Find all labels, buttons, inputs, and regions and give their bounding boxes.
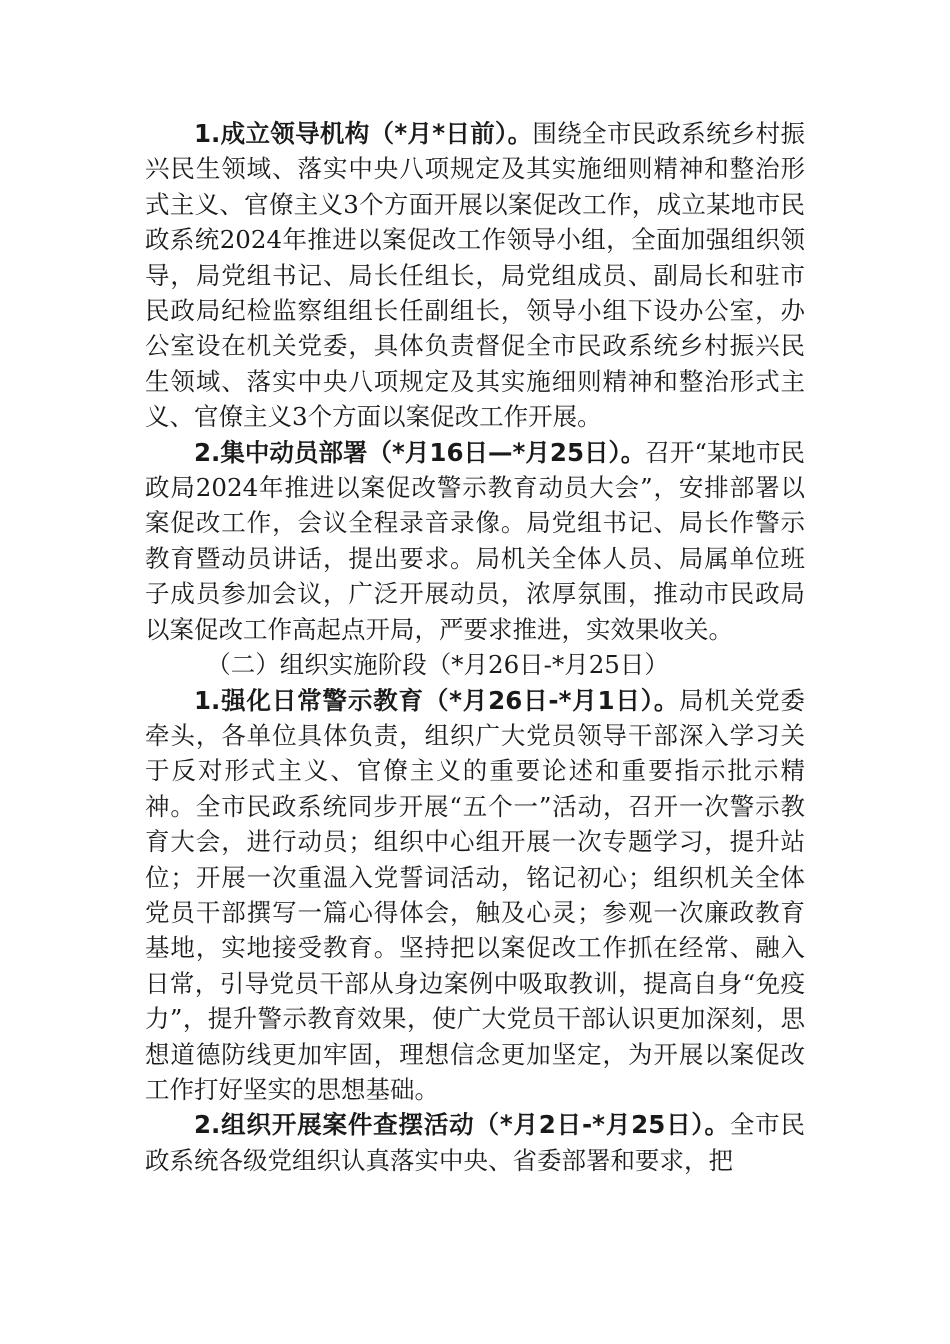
paragraph-1 — [145, 116, 805, 435]
paragraph-heading: 2.组织开展案件查摆活动（*月2日-*月25日）。 — [194, 1110, 730, 1140]
document-page — [145, 116, 805, 1178]
section-title: （二）组织实施阶段（*月26日-*月25日） — [206, 650, 669, 680]
paragraph-heading: 1.成立领导机构（*月*日前）。 — [194, 119, 533, 148]
paragraph-heading: 2.集中动员部署（*月16日—*月25日）。 — [194, 437, 646, 467]
paragraph-body: 围绕全市民政系统乡村振兴民生领域、落实中央八项规定及其实施细则精神和整治形式主义、官僚主义3个方面开展以案促改工作，成立某地市民政系统2024年推进以案促改工作领导小组，全面加强组织领导，局党组书记、局长任组长，局党组成员、副局长和驻市民政局纪检监察组组长任副组长，领导小组下设办公室，办公室设在机关党委，具体负责督促全市民政系统乡村振兴民生领域、落实中央八项规定及其实施细则精神和整治形式主义、官僚主义3个方面以案促改工作开展。 — [145, 119, 805, 432]
paragraph-4 — [145, 1107, 805, 1178]
paragraph-heading: 1.强化日常警示教育（*月26日-*月1日）。 — [194, 685, 680, 715]
paragraph-body: 召开“某地市民政局2024年推进以案促改警示教育动员大会”，安排部署以案促改工作，会议全程录音录像。局党组书记、局长作警示教育暨动员讲话，提出要求。局机关全体人员、局属单位班子成员参加会议，广泛开展动员，浓厚氛围，推动市民政局以案促改工作高起点开局，严要求推进，实效果收关。 — [145, 437, 805, 644]
paragraph-body: 全市民政系统各级党组织认真落实中央、省委部署和要求，把 — [145, 1110, 805, 1175]
paragraph-2 — [145, 435, 805, 647]
paragraph-body: 局机关党委牵头，各单位具体负责，组织广大党员领导干部深入学习关于反对形式主义、官僚主义的重要论述和重要指示批示精神。全市民政系统同步开展“五个一”活动，召开一次警示教育大会，进行动员；组织中心组开展一次专题学习，提升站位；开展一次重温入党誓词活动，铭记初心；组织机关全体党员干部撰写一篇心得体会，触及心灵；参观一次廉政教育基地，实地接受教育。坚持把以案促改工作抓在经常、融入日常，引导党员干部从身边案例中吸取教训，提高自身“免疫力”，提升警示教育效果，使广大党员干部认识更加深刻，思想道德防线更加牢固，理想信念更加坚定，为开展以案促改工作打好坚实的思想基础。 — [145, 685, 805, 1104]
paragraph-3 — [145, 683, 805, 1108]
